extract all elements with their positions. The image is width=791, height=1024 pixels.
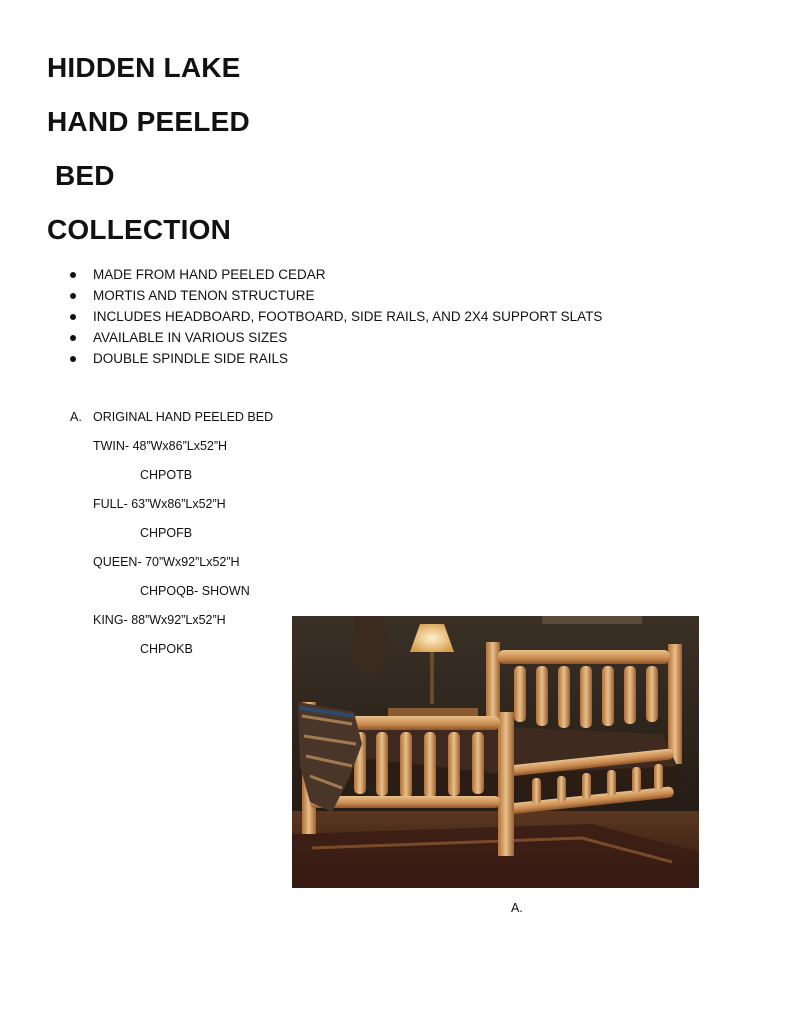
feature-text: AVAILABLE IN VARIOUS SIZES: [93, 330, 288, 345]
bullet-icon: [70, 314, 76, 320]
size-label-twin: TWIN- 48”Wx86”Lx52”H: [93, 439, 228, 453]
bullet-icon: [70, 293, 76, 299]
feature-text: MADE FROM HAND PEELED CEDAR: [93, 267, 326, 282]
sku-full: CHPOFB: [140, 526, 193, 540]
bullet-icon: [70, 272, 76, 278]
feature-text: DOUBLE SPINDLE SIDE RAILS: [93, 351, 289, 366]
product-name: ORIGINAL HAND PEELED BED: [93, 410, 274, 424]
size-label-queen: QUEEN- 70”Wx92”Lx52”H: [93, 555, 240, 569]
size-label-king: KING- 88”Wx92”Lx52”H: [93, 613, 226, 627]
feature-item: [70, 327, 602, 348]
sku-queen: CHPOQB- SHOWN: [140, 584, 250, 598]
page-title-line-2: HAND PEELED: [47, 106, 250, 137]
size-label-full: FULL- 63”Wx86”Lx52”H: [93, 497, 226, 511]
sku-twin: CHPOTB: [140, 468, 193, 482]
page-title-line-3: BED: [47, 160, 115, 191]
log-bed-illustration: [292, 616, 699, 888]
feature-list: [70, 264, 602, 369]
sku-king: CHPOKB: [140, 642, 193, 656]
log-bed-photo: [292, 616, 699, 888]
page-title-line-1: HIDDEN LAKE: [47, 52, 241, 83]
feature-item: [70, 348, 602, 369]
feature-text: MORTIS AND TENON STRUCTURE: [93, 288, 315, 303]
feature-text: INCLUDES HEADBOARD, FOOTBOARD, SIDE RAILS, AND 2X4 SUPPORT SLATS: [93, 309, 603, 324]
page-title-line-4: COLLECTION: [47, 214, 231, 245]
bullet-icon: [70, 335, 76, 341]
photo-caption: A.: [511, 901, 523, 915]
feature-item: [70, 306, 602, 327]
feature-item: [70, 264, 602, 285]
feature-item: [70, 285, 602, 306]
product-marker: A.: [70, 410, 82, 424]
bullet-icon: [70, 356, 76, 362]
